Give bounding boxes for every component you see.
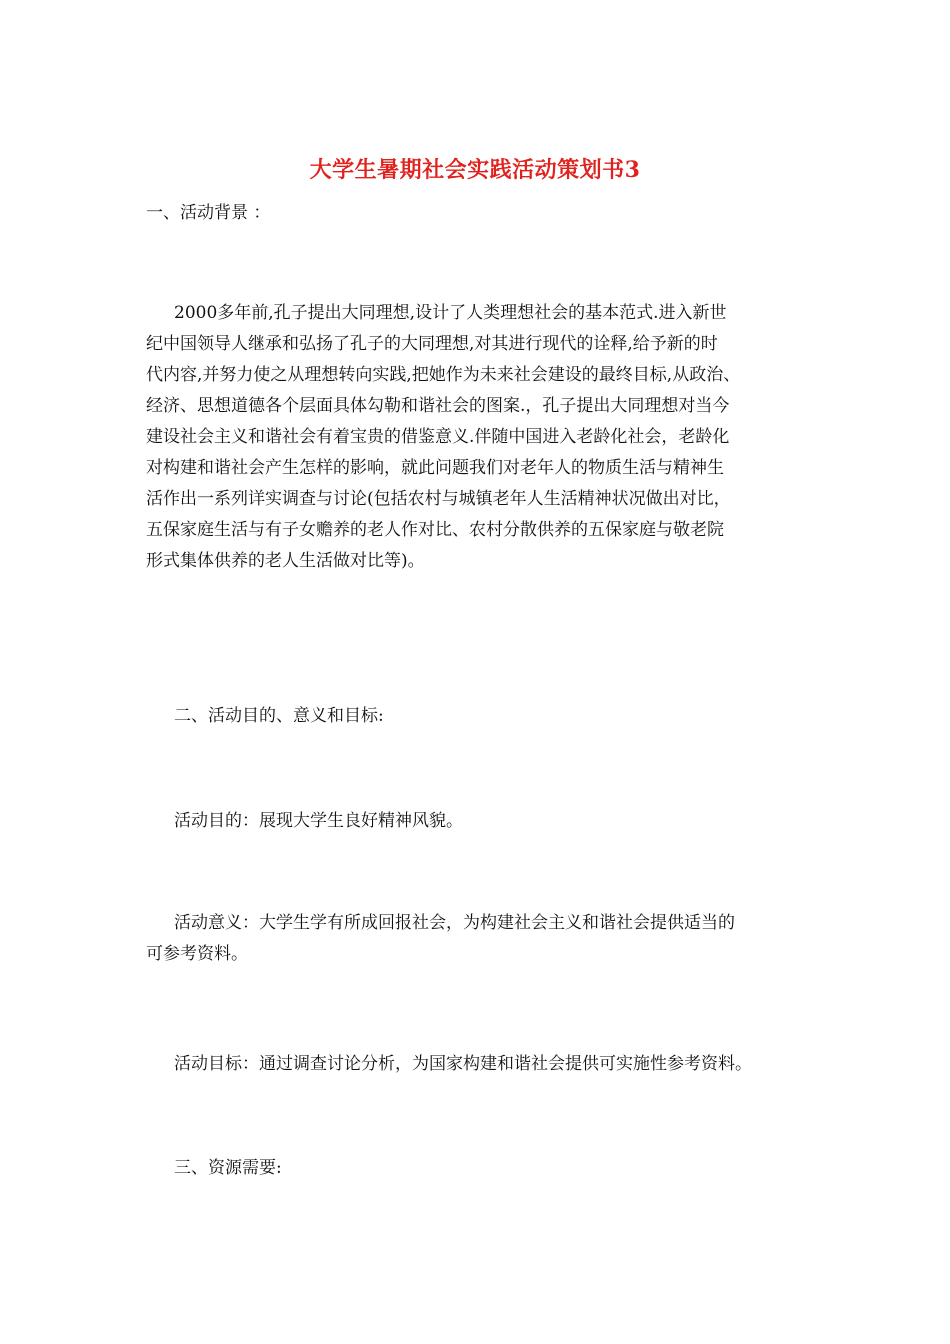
paragraph-line: 形式集体供养的老人生活做对比等)。: [146, 551, 425, 571]
paragraph-line: 建设社会主义和谐社会有着宝贵的借鉴意义.伴随中国进入老龄化社会，老龄化: [146, 427, 730, 447]
goal-text: 活动目标：通过调查讨论分析，为国家构建和谐社会提供可实施性参考资料。: [174, 1054, 752, 1074]
significance-paragraph: [146, 908, 735, 970]
paragraph-line: 2000多年前,孔子提出大同理想,设计了人类理想社会的基本范式.进入新世: [174, 303, 727, 323]
paragraph-line: 五保家庭生活与有子女赡养的老人作对比、农村分散供养的五保家庭与敬老院: [146, 520, 724, 540]
background-paragraph: [146, 298, 740, 577]
paragraph-line: 代内容,并努力使之从理想转向实践,把她作为未来社会建设的最终目标,从政治、: [146, 365, 741, 385]
paragraph-line: 活作出一系列详实调查与讨论(包括农村与城镇老年人生活精神状况做出对比，: [146, 489, 731, 509]
paragraph-line: 对构建和谐社会产生怎样的影响，就此问题我们对老年人的物质生活与精神生: [146, 458, 724, 478]
section-heading-goals: 二、活动目的、意义和目标:: [174, 706, 384, 726]
section-heading-resources: 三、资源需要:: [174, 1158, 282, 1178]
paragraph-line: 纪中国领导人继承和弘扬了孔子的大同理想,对其进行现代的诠释,给予新的时: [146, 334, 718, 354]
paragraph-line: 活动意义：大学生学有所成回报社会，为构建社会主义和谐社会提供适当的: [174, 913, 735, 933]
section-heading-background: 一、活动背景 ：: [146, 203, 271, 223]
paragraph-line: 可参考资料。: [146, 944, 248, 964]
purpose-text: 活动目的：展现大学生良好精神风貌。: [174, 811, 463, 831]
document-title: 大学生暑期社会实践活动策划书3: [309, 157, 641, 183]
paragraph-line: 经济、思想道德各个层面具体勾勒和谐社会的图案.，孔子提出大同理想对当今: [146, 396, 730, 416]
